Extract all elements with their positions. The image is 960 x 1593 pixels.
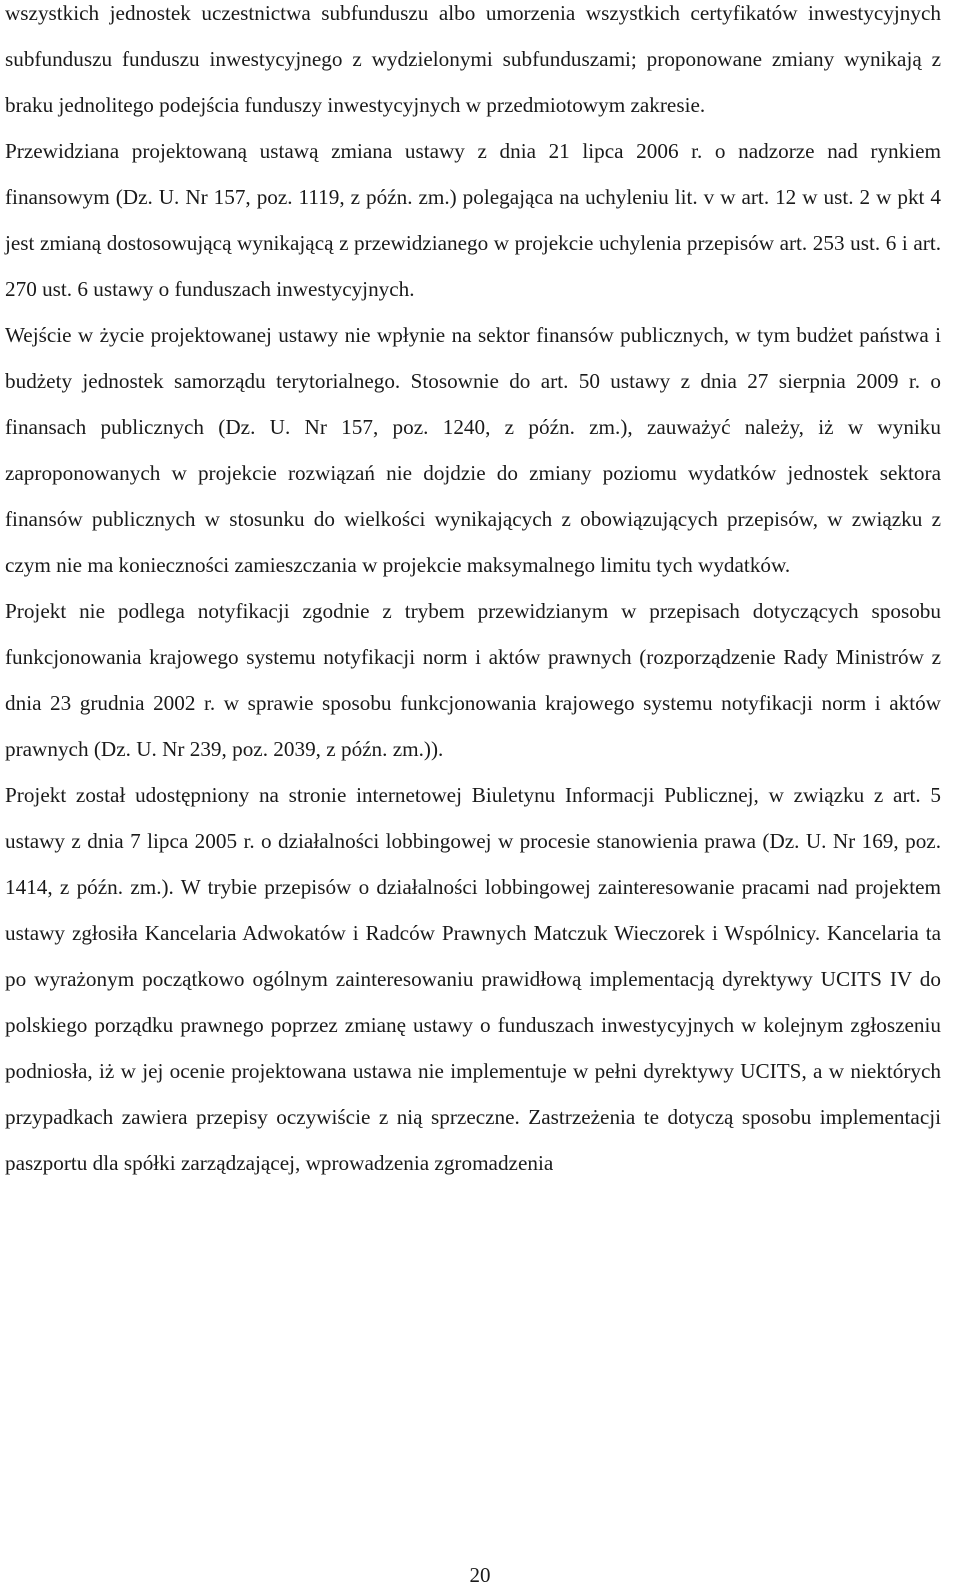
document-body — [5, 0, 941, 1186]
paragraph-notification: Projekt nie podlega notyfikacji zgodnie z trybem przewidzianym w przepisach dotyczących sposobu funkcjonowania krajowego systemu notyfikacji norm i aktów prawnych (rozporządzenie Rady Ministrów z dnia 23 grudnia 2002 r. w sprawie sposobu funkcjonowania krajowego systemu notyfikacji norm i aktów prawnych (Dz. U. Nr 239, poz. 2039, z późn. zm.)). — [5, 599, 941, 761]
paragraph-lobbying: Projekt został udostępniony na stronie internetowej Biuletynu Informacji Publicznej, w związku z art. 5 ustawy z dnia 7 lipca 2005 r. o działalności lobbingowej w procesie stanowienia prawa (Dz. U. Nr 169, poz. 1414, z późn. zm.). W trybie przepisów o działalności lobbingowej zainteresowanie pracami nad projektem ustawy zgłosiła Kancelaria Adwokatów i Radców Prawnych Matczuk Wieczorek i Wspólnicy. Kancelaria ta po wyrażonym początkowo ogólnym zainteresowaniu prawidłową implementacją dyrektywy UCITS IV do polskiego porządku prawnego poprzez zmianę ustawy o funduszach inwestycyjnych w kolejnym zgłoszeniu podniosła, iż w jej ocenie projektowana ustawa nie implementuje w pełni dyrektywy UCITS, a w niektórych przypadkach zawiera przepisy oczywiście z nią sprzeczne. Zastrzeżenia te dotyczą sposobu implementacji paszportu dla spółki zarządzającej, wprowadzenia zgromadzenia — [5, 783, 941, 1175]
paragraph-supervision-act: Przewidziana projektowaną ustawą zmiana ustawy z dnia 21 lipca 2006 r. o nadzorze nad rynkiem finansowym (Dz. U. Nr 157, poz. 1119, z późn. zm.) polegająca na uchyleniu lit. v w art. 12 w ust. 2 w pkt 4 jest zmianą dostosowującą wynikającą z przewidzianego w projekcie uchylenia przepisów art. 253 ust. 6 i art. 270 ust. 6 ustawy o funduszach inwestycyjnych. — [5, 139, 941, 301]
page-number: 20 — [469, 1563, 491, 1587]
paragraph-public-finance: Wejście w życie projektowanej ustawy nie wpłynie na sektor finansów publicznych, w tym budżet państwa i budżety jednostek samorządu terytorialnego. Stosownie do art. 50 ustawy z dnia 27 sierpnia 2009 r. o finansach publicznych (Dz. U. Nr 157, poz. 1240, z późn. zm.), zauważyć należy, iż w wyniku zaproponowanych w projekcie rozwiązań nie dojdzie do zmiany poziomu wydatków jednostek sektora finansów publicznych w stosunku do wielkości wynikających z obowiązujących przepisów, w związku z czym nie ma konieczności zamieszczania w projekcie maksymalnego limitu tych wydatków. — [5, 323, 941, 577]
paragraph-fund-units: wszystkich jednostek uczestnictwa subfunduszu albo umorzenia wszystkich certyfikatów inwestycyjnych subfunduszu funduszu inwestycyjnego z wydzielonymi subfunduszami; proponowane zmiany wynikają z braku jednolitego podejścia funduszy inwestycyjnych w przedmiotowym zakresie. — [5, 1, 941, 117]
